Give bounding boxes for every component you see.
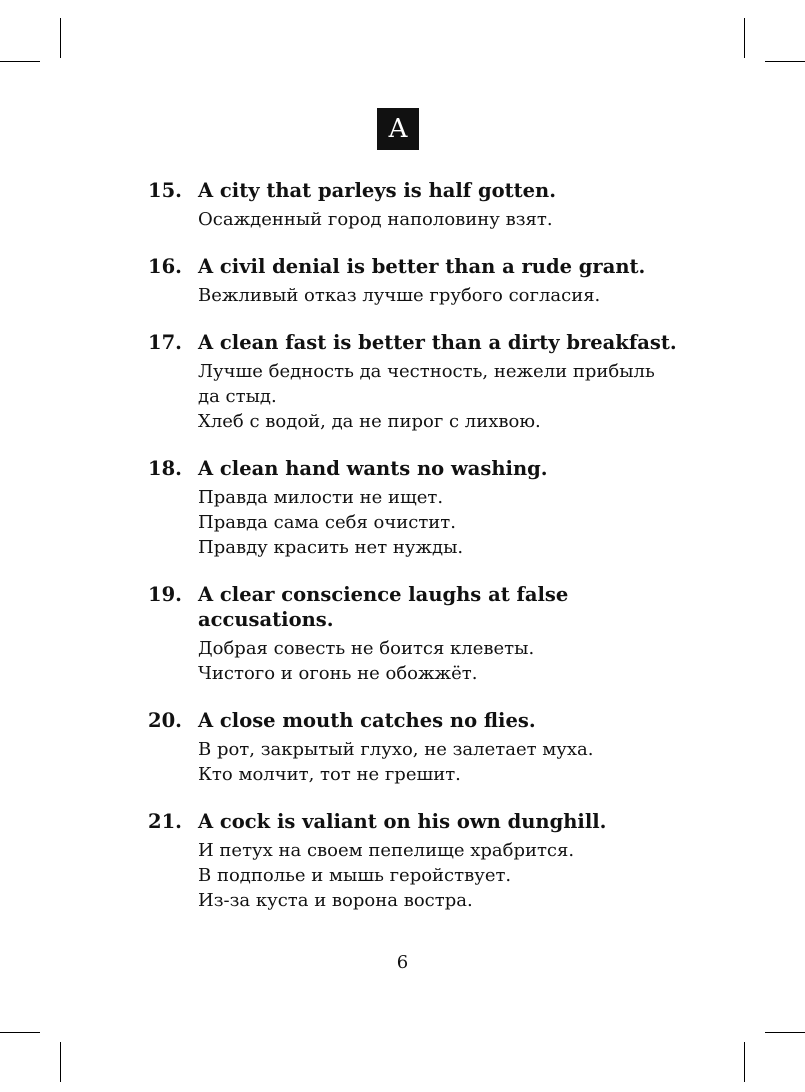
crop-mark [60,1042,61,1082]
english-line: A civil denial is better than a rude grant. [198,255,646,278]
proverb-number: 17. [148,331,182,354]
russian-line: Хлеб с водой, да не пирог с лихвою. [198,411,541,432]
proverb-english [198,330,708,355]
russian-line: Правда милости не ищет. [198,487,444,508]
russian-line: Правда сама себя очистит. [198,512,456,533]
proverb-english [198,809,708,834]
proverb-number: 18. [148,457,182,480]
proverb-list [148,178,708,935]
russian-line: Чистого и огонь не обожжёт. [198,663,478,684]
russian-line: Вежливый отказ лучше грубого согласия. [198,285,601,306]
proverb-english [198,708,708,733]
english-line: A city that parleys is half gotten. [198,179,556,202]
proverb-entry [148,178,708,232]
english-line: A close mouth catches no flies. [198,709,536,732]
russian-line: В подполье и мышь геройствует. [198,865,512,886]
proverb-russian [198,207,708,232]
crop-mark [744,18,745,58]
english-line: A cock is valiant on his own dunghill. [198,810,607,833]
russian-line: Кто молчит, тот не грешит. [198,764,461,785]
english-line: A clear conscience laughs at false [198,583,569,606]
proverb-number: 16. [148,255,182,278]
russian-line: да стыд. [198,386,277,407]
russian-line: Лучше бедность да честность, нежели прибыль [198,361,655,382]
proverb-russian [198,485,708,560]
russian-line: Из-за куста и ворона востра. [198,890,473,911]
proverb-english [198,582,708,632]
page-number: 6 [396,952,409,973]
proverb-entry [148,708,708,787]
proverb-english [198,178,708,203]
proverb-number: 19. [148,583,182,606]
crop-mark [744,1042,745,1082]
crop-mark [0,61,40,62]
crop-mark [765,61,805,62]
russian-line: И петух на своем пепелище храбрится. [198,840,575,861]
crop-mark [60,18,61,58]
russian-line: Осажденный город наполовину взят. [198,209,553,230]
english-line: accusations. [198,608,334,631]
russian-line: В рот, закрытый глухо, не залетает муха. [198,739,594,760]
english-line: A clean fast is better than a dirty breakfast. [198,331,677,354]
proverb-russian [198,359,708,434]
proverb-number: 21. [148,810,182,833]
proverb-number: 20. [148,709,182,732]
proverb-russian [198,838,708,913]
crop-mark [765,1032,805,1033]
proverb-entry [148,330,708,434]
english-line: A clean hand wants no washing. [198,457,548,480]
section-letter-badge: A [377,108,419,150]
proverb-entry [148,254,708,308]
proverb-entry [148,582,708,686]
proverb-english [198,456,708,481]
crop-mark [0,1032,40,1033]
proverb-english [198,254,708,279]
proverb-entry [148,456,708,560]
proverb-number: 15. [148,179,182,202]
proverb-entry [148,809,708,913]
proverb-russian [198,636,708,686]
proverb-russian [198,737,708,787]
russian-line: Правду красить нет нужды. [198,537,464,558]
russian-line: Добрая совесть не боится клеветы. [198,638,535,659]
proverb-russian [198,283,708,308]
